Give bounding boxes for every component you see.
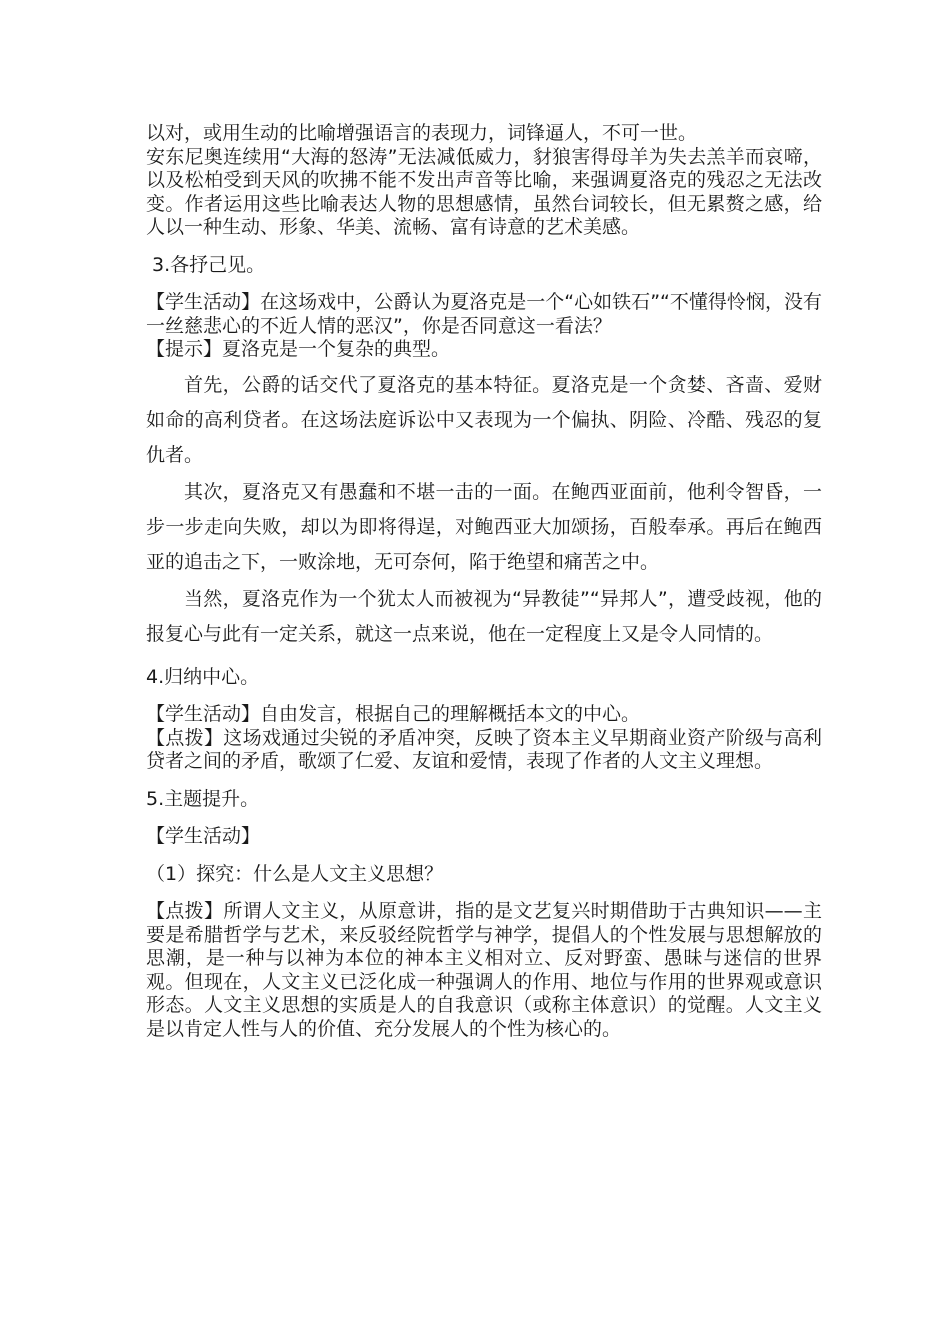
paragraph-pointer-2: 【点拨】所谓人文主义，从原意讲，指的是文艺复兴时期借助于古典知识——主要是希腊哲学与艺术，来反驳经院哲学与神学，提倡人的个性发展与思想解放的思潮，是一种与以神为本位的神本主义相对立、反对野蛮、愚昧与迷信的世界观。但现在，人文主义已泛化成一种强调人的作用、地位与作用的世界观或意识形态。人文主义思想的实质是人的自我意识（或称主体意识）的觉醒。人文主义是以肯定人性与人的价值、充分发展人的个性为核心的。 <box>146 900 822 1040</box>
paragraph-student-activity-2: 【学生活动】自由发言，根据自己的理解概括本文的中心。 <box>146 703 641 725</box>
paragraph-inquiry: （1）探究：什么是人文主义思想？ <box>146 862 444 885</box>
paragraph-third: 当然，夏洛克作为一个犹太人而被视为“异教徒”“异邦人”，遭受歧视，他的报复心与此有一定关系，就这一点来说，他在一定程度上又是令人同情的。 <box>146 587 822 645</box>
paragraph-student-activity-1: 【学生活动】在这场戏中，公爵认为夏洛克是一个“心如铁石”“不懂得怜悯，没有一丝慈悲心的不近人情的恶汉”，你是否同意这一看法？ <box>146 291 822 337</box>
paragraph-second: 其次，夏洛克又有愚蠢和不堪一击的一面。在鲍西亚面前，他利令智昏，一步一步走向失败，却以为即将得逞，对鲍西亚大加颂扬，百般奉承。再后在鲍西亚的追击之下，一败涂地，无可奈何，陷于绝望和痛苦之中。 <box>146 480 822 573</box>
paragraph-first: 首先，公爵的话交代了夏洛克的基本特征。夏洛克是一个贪婪、吝啬、爱财如命的高利贷者。在这场法庭诉讼中又表现为一个偏执、阴险、冷酷、残忍的复仇者。 <box>146 373 822 466</box>
section-heading-4: 4.归纳中心。 <box>146 665 260 688</box>
section-heading-5: 5.主题提升。 <box>146 787 260 810</box>
paragraph-student-activity-3: 【学生活动】 <box>146 825 261 847</box>
paragraph-antonio-metaphors: 安东尼奥连续用“大海的怒涛”无法减低威力，豺狼害得母羊为失去羔羊而哀啼，以及松柏受到天风的吹拂不能不发出声音等比喻，来强调夏洛克的残忍之无法改变。作者运用这些比喻表达人物的思想感情，虽然台词较长，但无累赘之感，给人以一种生动、形象、华美、流畅、富有诗意的艺术美感。 <box>146 145 822 238</box>
paragraph-hint: 【提示】夏洛克是一个复杂的典型。 <box>146 338 451 360</box>
paragraph-pointer-1: 【点拨】这场戏通过尖锐的矛盾冲突，反映了资本主义早期商业资产阶级与高利贷者之间的矛盾，歌颂了仁爱、友谊和爱情，表现了作者的人文主义理想。 <box>146 726 822 772</box>
section-heading-3: 3.各抒己见。 <box>146 253 266 276</box>
paragraph-metaphor-summary: 以对，或用生动的比喻增强语言的表现力，词锋逼人，不可一世。 <box>146 122 698 144</box>
document-body <box>146 122 822 1041</box>
